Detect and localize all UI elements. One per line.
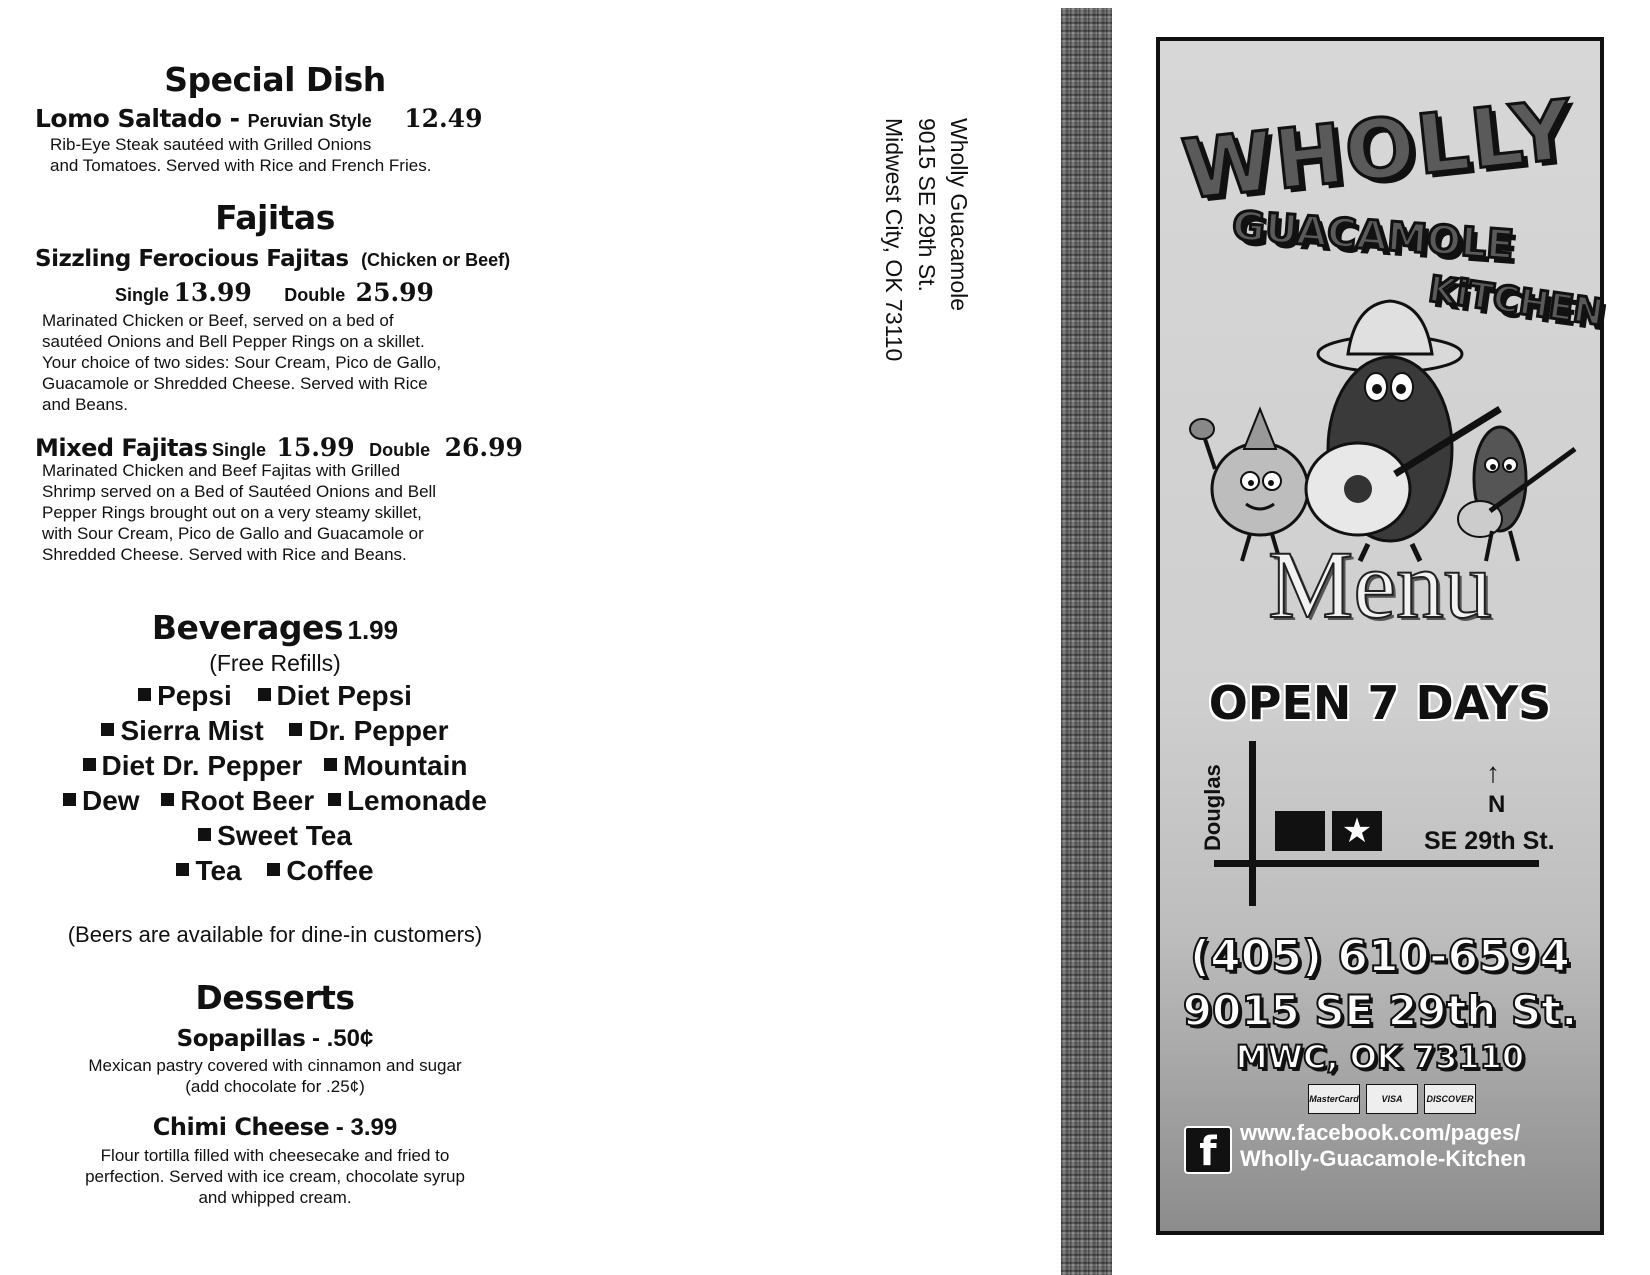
desc-line: and whipped cream.: [198, 1188, 352, 1207]
beverage-item: Tea: [195, 855, 242, 886]
se-29th-label: SE 29th St.: [1424, 827, 1555, 855]
sizzling-fajitas-prices: [115, 278, 434, 307]
sizzling-fajitas-note: (Chicken or Beef): [361, 250, 511, 270]
sizzling-fajitas-description: [42, 310, 441, 415]
beverage-row: [30, 855, 520, 887]
beverage-row: [30, 820, 520, 852]
bullet-icon: [328, 793, 341, 806]
beverage-item: Mountain: [343, 750, 468, 781]
desc-line: Marinated Chicken or Beef, served on a bed of: [42, 311, 394, 330]
beverage-item: Root Beer: [180, 785, 315, 816]
bullet-icon: [267, 863, 280, 876]
single-label: Single: [115, 285, 170, 305]
phone-number: (405) 610-6594: [1190, 931, 1570, 982]
cover-city: MWC, OK 73110: [1235, 1038, 1525, 1076]
bullet-icon: [258, 688, 271, 701]
beverage-item: Pepsi: [157, 680, 232, 711]
north-label: N: [1488, 791, 1506, 818]
bullet-icon: [83, 758, 96, 771]
fold-strip: [1061, 8, 1112, 1275]
mixed-double-price: 26.99: [444, 433, 523, 462]
north-arrow-icon: ↑: [1486, 757, 1500, 788]
mixed-double-label: Double: [369, 440, 431, 460]
desc-line: Your choice of two sides: Sour Cream, Pico de Gallo,: [42, 353, 442, 372]
desc-line: Shredded Cheese. Served with Rice and Beans.: [42, 545, 407, 564]
bullet-icon: [161, 793, 174, 806]
desc-line: Rib-Eye Steak sautéed with Grilled Onions: [50, 135, 372, 154]
beverage-item: Sweet Tea: [217, 820, 352, 851]
bullet-icon: [198, 828, 211, 841]
desc-line: and Beans.: [42, 395, 129, 414]
special-dish-heading: Special Dish: [164, 60, 386, 99]
beverage-item: Lemonade: [346, 785, 487, 816]
beverages-heading-line: [30, 608, 520, 647]
facebook-url: [1240, 1120, 1526, 1172]
facebook-url-line2: Wholly-Guacamole-Kitchen: [1240, 1146, 1527, 1171]
desc-line: Marinated Chicken and Beef Fajitas with Grilled: [42, 461, 401, 480]
desc-line: Flour tortilla filled with cheesecake and fried to: [100, 1146, 450, 1165]
mailing-name: Wholly Guacamole: [946, 118, 972, 312]
chimi-cheese-line: [30, 1113, 520, 1142]
desc-line: Guacamole or Shredded Cheese. Served with Rice: [42, 374, 428, 393]
facebook-icon: f: [1184, 1126, 1232, 1174]
bullet-icon: [101, 723, 114, 736]
item-separator: -: [221, 104, 248, 133]
beverage-row: [30, 750, 520, 782]
cover-panel: [1156, 37, 1607, 1235]
beverage-item: Dr. Pepper: [308, 715, 449, 746]
mixed-fajitas-line: [35, 433, 523, 462]
fajitas-heading: Fajitas: [215, 198, 335, 237]
desc-line: and Tomatoes. Served with Rice and French Fries.: [50, 156, 432, 175]
chimi-cheese-price: - 3.99: [329, 1114, 398, 1141]
desserts-heading: Desserts: [195, 978, 355, 1017]
chimi-cheese-name: Chimi Cheese: [152, 1113, 330, 1141]
mixed-fajitas-name: Mixed Fajitas: [35, 434, 208, 462]
beverage-item: Dew: [82, 785, 140, 816]
beverages-price: 1.99: [347, 615, 399, 645]
lomo-saltado-name: Lomo Saltado: [35, 104, 222, 133]
bullet-icon: [176, 863, 189, 876]
desc-line: (add chocolate for .25¢): [185, 1077, 365, 1096]
desc-line: Mexican pastry covered with cinnamon and sugar: [88, 1056, 462, 1075]
facebook-url-line1: www.facebook.com/pages/: [1240, 1120, 1521, 1145]
sopapillas-name: Sopapillas: [176, 1026, 306, 1052]
beverage-row: [30, 785, 520, 817]
double-label: Double: [284, 285, 346, 305]
payment-cards: [1308, 1084, 1478, 1114]
map-building-icon: [1275, 811, 1325, 851]
mailing-street: 9015 SE 29th St.: [914, 118, 940, 292]
chimi-cheese-description: [30, 1145, 520, 1208]
beverage-item: Coffee: [286, 855, 374, 886]
douglas-label-wrap: [1200, 761, 1230, 851]
mastercard-icon: MasterCard: [1308, 1084, 1360, 1114]
desc-line: Pepper Rings brought out on a very steamy skillet,: [42, 503, 422, 522]
beer-note: (Beers are available for dine-in customers): [67, 922, 483, 947]
beverage-row: [30, 680, 520, 712]
menu-title: Menu: [1268, 531, 1492, 638]
free-refills: (Free Refills): [209, 650, 341, 676]
sopapillas-price: - .50¢: [305, 1025, 374, 1052]
star-location-icon: ★: [1332, 811, 1382, 851]
location-map: [1200, 741, 1555, 911]
visa-icon: VISA: [1366, 1084, 1418, 1114]
logo-wholly: WHOLLY: [1178, 82, 1578, 219]
lomo-saltado-description: [50, 134, 431, 176]
beverages-heading: Beverages: [151, 608, 344, 647]
beverage-item: Sierra Mist: [120, 715, 264, 746]
desc-line: with Sour Cream, Pico de Gallo and Guacamole or: [42, 524, 424, 543]
logo-kitchen: KiTCHEN: [1426, 268, 1607, 335]
logo-guacamole: GUACAMOLE: [1230, 203, 1516, 269]
bullet-icon: [138, 688, 151, 701]
bullet-icon: [63, 793, 76, 806]
bullet-icon: [289, 723, 302, 736]
bullet-icon: [324, 758, 337, 771]
single-price: 13.99: [173, 278, 252, 307]
double-price: 25.99: [355, 278, 434, 307]
sopapillas-description: [30, 1055, 520, 1097]
discover-icon: DISCOVER: [1424, 1084, 1476, 1114]
desc-line: perfection. Served with ice cream, chocolate syrup: [85, 1167, 465, 1186]
beverage-row: [30, 715, 520, 747]
desc-line: sautéed Onions and Bell Pepper Rings on a skillet.: [42, 332, 425, 351]
lomo-saltado-style: Peruvian Style: [247, 111, 372, 131]
cover-address: 9015 SE 29th St.: [1182, 986, 1578, 1035]
sopapillas-line: [30, 1025, 520, 1053]
lomo-saltado-line: [35, 104, 482, 133]
mixed-single-label: Single: [211, 440, 266, 460]
beverage-item: Diet Dr. Pepper: [101, 750, 303, 781]
sizzling-fajitas-name: Sizzling Ferocious Fajitas: [35, 246, 349, 272]
desc-line: Shrimp served on a Bed of Sautéed Onions and Bell: [42, 482, 437, 501]
douglas-road: [1249, 741, 1256, 906]
douglas-label: Douglas: [1200, 764, 1225, 851]
mixed-single-price: 15.99: [276, 433, 355, 462]
beverage-item: Diet Pepsi: [276, 680, 412, 711]
mailing-city: Midwest City, OK 73110: [881, 118, 907, 362]
lomo-saltado-price: 12.49: [404, 104, 483, 133]
mixed-fajitas-description: [42, 460, 436, 565]
open-seven-days: OPEN 7 DAYS: [1208, 676, 1552, 730]
sizzling-fajitas-line: [35, 246, 510, 272]
se-29th-road: [1214, 860, 1539, 867]
